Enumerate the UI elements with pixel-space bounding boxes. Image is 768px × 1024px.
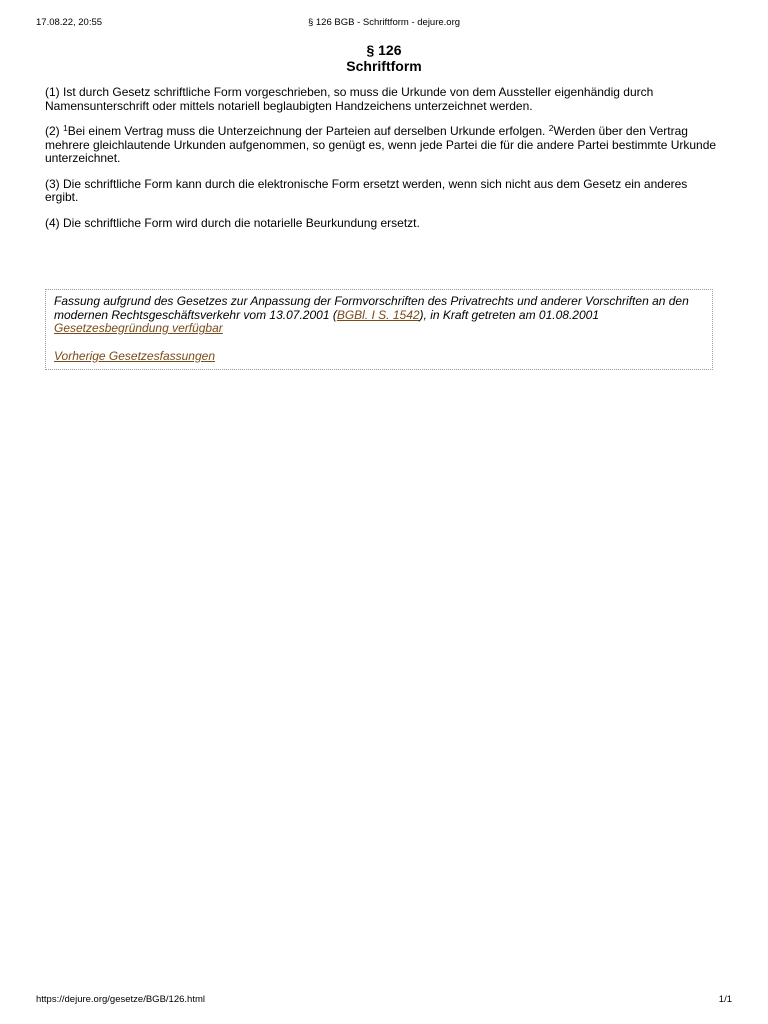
law-text (45, 86, 717, 242)
sentence-2-marker: 2 (548, 123, 554, 133)
section-heading (0, 42, 768, 74)
print-footer (36, 994, 732, 1008)
paragraph-1: (1) Ist durch Gesetz schriftliche Form vorgeschrieben, so muss die Urkunde von dem Aussteller eigenhändig durch Namensunterschrift oder mittels notariell beglaubigten Handzeichens unterzeichnet werden. (45, 85, 654, 113)
paragraph-2-number: (2) (45, 124, 63, 138)
version-info-box (45, 289, 713, 370)
previous-versions-link[interactable]: Vorherige Gesetzesfassungen (54, 348, 215, 363)
justification-link[interactable]: Gesetzesbegründung verfügbar (54, 321, 223, 335)
paragraph-2-sentence-2: Werden über den Vertrag mehrere gleichlautende Urkunden aufgenommen, so genügt es, wenn jede Partei die für die andere Partei bestimmte Urkunde unterzeichnet. (45, 124, 717, 165)
paragraph-4: (4) Die schriftliche Form wird durch die notarielle Beurkundung ersetzt. (45, 215, 420, 230)
print-page-title: § 126 BGB - Schriftform - dejure.org (307, 17, 461, 28)
bgbl-link[interactable]: BGBl. I S. 1542 (336, 307, 420, 322)
version-note-effective: ), in Kraft getreten am 01.08.2001 (419, 307, 599, 322)
print-datetime: 17.08.22, 20:55 (36, 17, 103, 28)
print-header (36, 17, 732, 31)
sentence-1-marker: 1 (63, 123, 68, 133)
section-number: § 126 (366, 42, 402, 58)
paragraph-3: (3) Die schriftliche Form kann durch die elektronische Form ersetzt werden, wenn sich nicht aus dem Gesetz ein anderes ergibt. (45, 176, 688, 204)
print-url: https://dejure.org/gesetze/BGB/126.html (36, 994, 205, 1005)
version-note-text: Fassung aufgrund des Gesetzes zur Anpassung der Formvorschriften des Privatrechts und anderer Vorschriften an den modernen Rechtsgeschäftsverkehr vom 13.07.2001 ( (54, 294, 689, 322)
version-note (54, 295, 704, 336)
paragraph-2 (45, 125, 717, 166)
print-page-count: 1/1 (718, 994, 732, 1005)
paragraph-2-sentence-1: Bei einem Vertrag muss die Unterzeichnung der Parteien auf derselben Urkunde erfolgen. (67, 124, 549, 138)
section-title: Schriftform (346, 58, 422, 74)
previous-versions (54, 350, 704, 364)
